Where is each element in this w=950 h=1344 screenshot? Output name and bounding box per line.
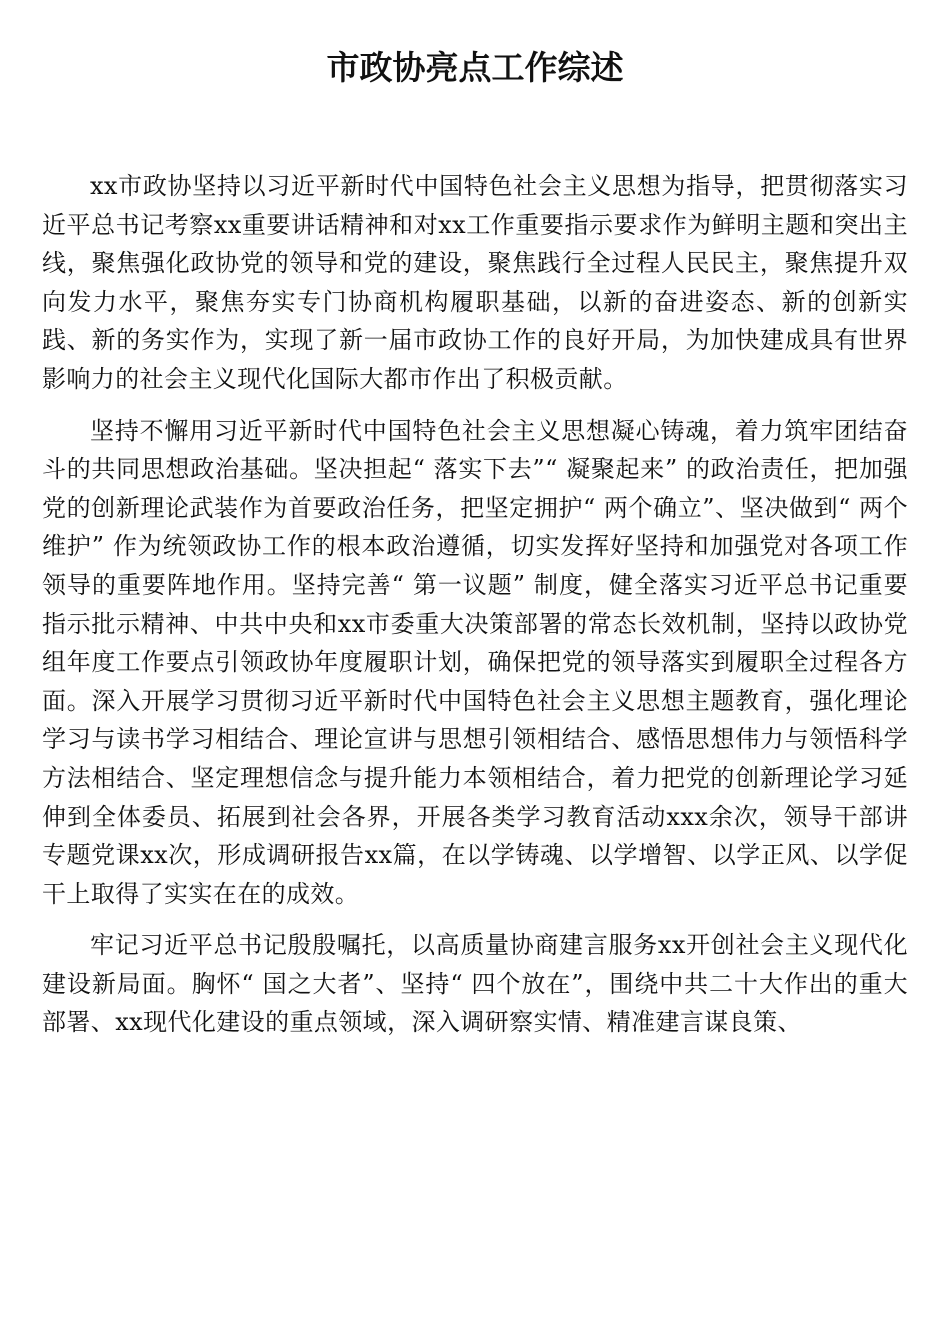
paragraph-intro: xx市政协坚持以习近平新时代中国特色社会主义思想为指导，把贯彻落实习近平总书记考察xx重要讲话精神和对xx工作重要指示要求作为鲜明主题和突出主线，聚焦强化政协党的领导和党的建设，聚焦践行全过程人民民主，聚焦提升双向发力水平，聚焦夯实专门协商机构履职基础，以新的奋进姿态、新的创新实践、新的务实作为，实现了新一届市政协工作的良好开局，为加快建成具有世界影响力的社会主义现代化国际大都市作出了积极贡献。: [42, 172, 908, 393]
document-body: [42, 167, 908, 1042]
page-title: 市政协亮点工作综述: [326, 48, 624, 87]
paragraph-consultation: 牢记习近平总书记殷殷嘱托，以高质量协商建言服务xx开创社会主义现代化建设新局面。胸怀“ 国之大者”、坚持“ 四个放在”，围绕中共二十大作出的重大部署、xx现代化建设的重点领域，深入调研察实情、精准建言谋良策、: [42, 931, 908, 1037]
paragraph-theory: 坚持不懈用习近平新时代中国特色社会主义思想凝心铸魂，着力筑牢团结奋斗的共同思想政治基础。坚决担起“ 落实下去”“ 凝聚起来” 的政治责任，把加强党的创新理论武装作为首要政治任务，把坚定拥护“ 两个确立”、坚决做到“ 两个维护” 作为统领政协工作的根本政治遵循，切实发挥好坚持和加强党对各项工作领导的重要阵地作用。坚持完善“ 第一议题” 制度，健全落实习近平总书记重要指示批示精神、中共中央和xx市委重大决策部署的常态长效机制，坚持以政协党组年度工作要点引领政协年度履职计划，确保把党的领导落实到履职全过程各方面。深入开展学习贯彻习近平新时代中国特色社会主义思想主题教育，强化理论学习与读书学习相结合、理论宣讲与思想引领相结合、感悟思想伟力与领悟科学方法相结合、坚定理想信念与提升能力本领相结合，着力把党的创新理论学习延伸到全体委员、拓展到社会各界，开展各类学习教育活动xxx余次，领导干部讲专题党课xx次，形成调研报告xx篇，在以学铸魂、以学增智、以学正风、以学促干上取得了实实在在的成效。: [42, 416, 908, 908]
